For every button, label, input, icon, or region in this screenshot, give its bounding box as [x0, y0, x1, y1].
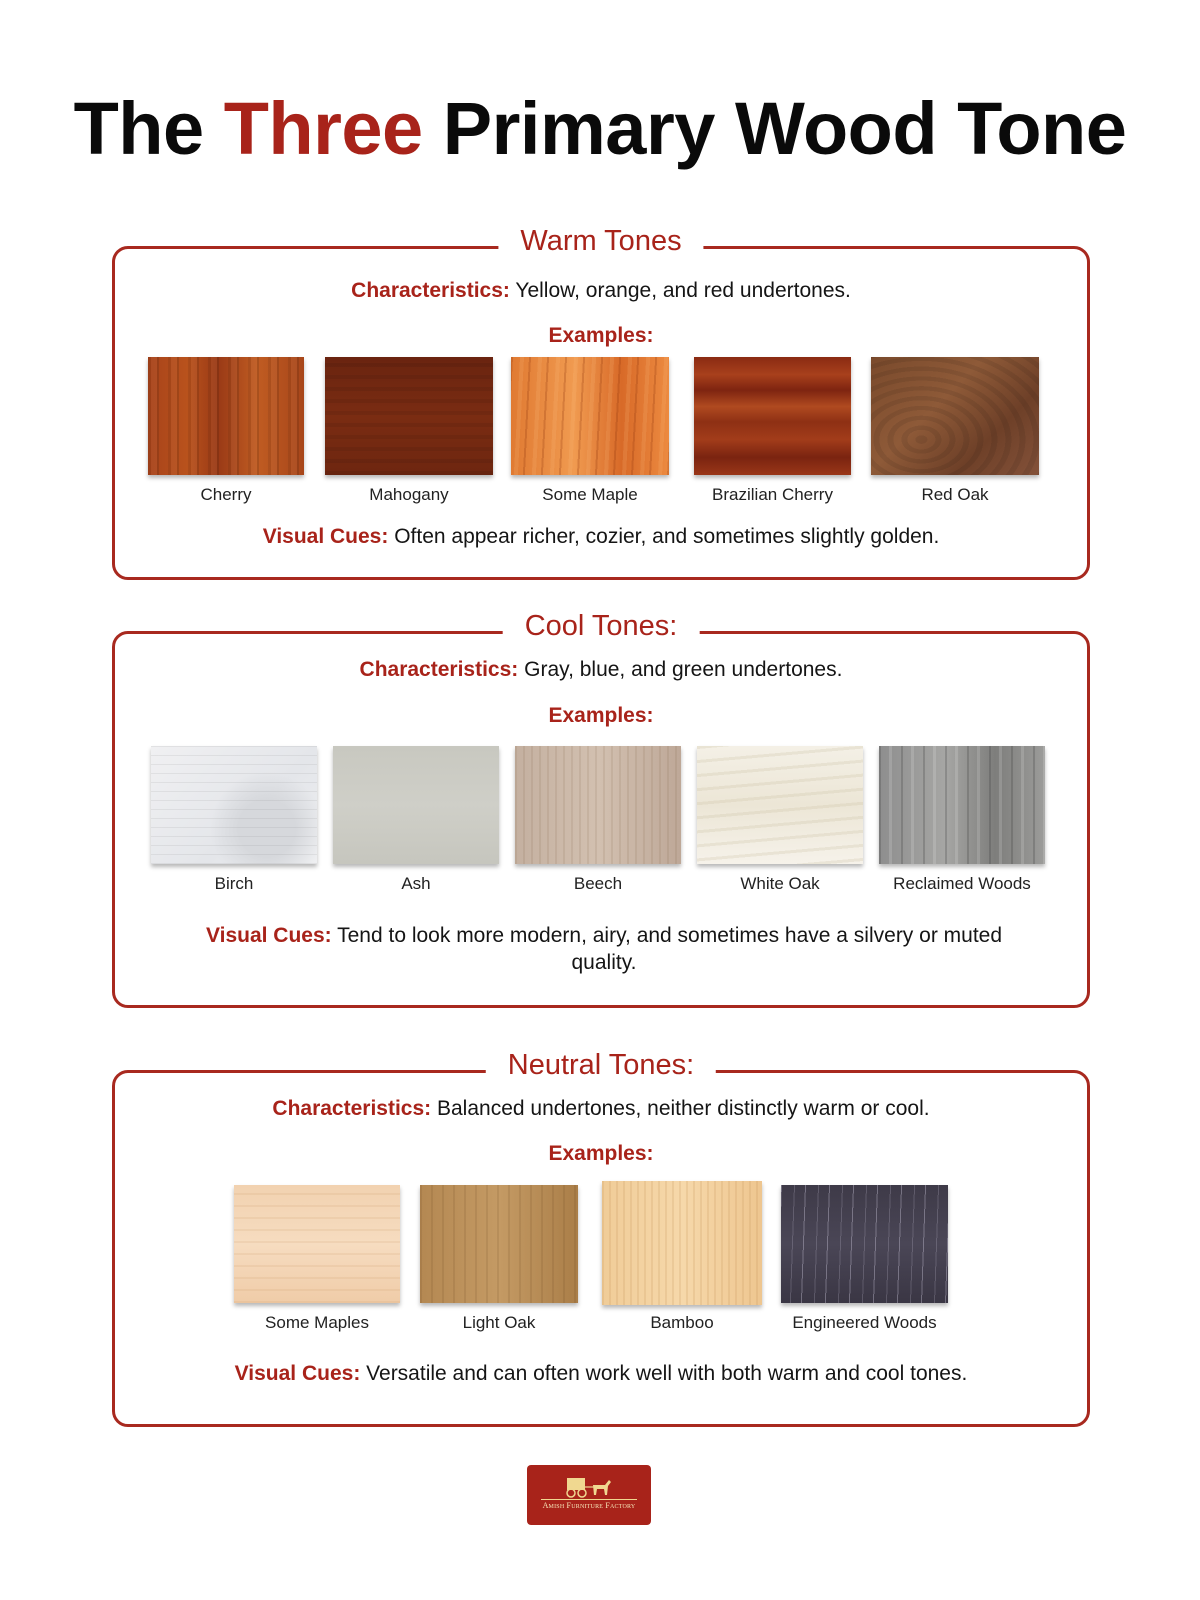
example-caption: Birch [214, 874, 254, 893]
wood-swatch-image [234, 1185, 400, 1303]
characteristics: Characteristics: Yellow, orange, and red undertones. [351, 279, 851, 302]
example-caption: White Oak [740, 874, 820, 893]
cool-tones-section [112, 610, 1090, 1008]
wood-swatch-image [694, 357, 851, 475]
example-caption: Some Maples [265, 1313, 369, 1332]
characteristics: Characteristics: Balanced undertones, neither distinctly warm or cool. [272, 1097, 930, 1120]
example-caption: Engineered Woods [792, 1313, 937, 1332]
example-caption: Red Oak [921, 485, 989, 504]
section-heading: Warm Tones [498, 225, 703, 258]
example-caption: Ash [401, 874, 431, 893]
wood-swatch-image [871, 357, 1039, 475]
example-caption: Bamboo [650, 1313, 714, 1332]
page-title: The Three Primary Wood Tone [73, 87, 1127, 170]
wood-swatch-image [325, 357, 493, 475]
wood-swatch-image [879, 746, 1045, 864]
neutral-tones-section [112, 1049, 1090, 1427]
characteristics: Characteristics: Gray, blue, and green undertones. [359, 658, 843, 681]
logo-divider [541, 1499, 637, 1500]
wood-swatch-image [781, 1185, 948, 1303]
wood-swatch-image [515, 746, 681, 864]
wood-swatch-image [420, 1185, 578, 1303]
example-caption: Some Maple [542, 485, 638, 504]
example-caption: Brazilian Cherry [712, 485, 833, 504]
brand-logo[interactable] [527, 1465, 651, 1525]
example-caption: Reclaimed Woods [893, 874, 1031, 893]
logo-text: Amish Furniture Factory [542, 1501, 636, 1510]
examples-label: Examples: [548, 324, 654, 347]
section-heading: Neutral Tones: [486, 1049, 716, 1082]
example-caption: Mahogany [369, 485, 449, 504]
example-caption: Cherry [200, 485, 252, 504]
wood-swatch-image [697, 746, 863, 864]
horse-buggy-icon-svg [565, 1475, 615, 1499]
wood-swatch-image [511, 357, 669, 475]
wood-swatch-image [151, 746, 317, 864]
wood-swatch-image [148, 357, 304, 475]
example-caption: Light Oak [462, 1313, 536, 1332]
section-heading: Cool Tones: [503, 610, 700, 643]
visual-cues: Visual Cues: Versatile and can often work well with both warm and cool tones. [234, 1362, 968, 1385]
visual-cues: Visual Cues: Tend to look more modern, airy, and sometimes have a silvery or muted quality. [205, 924, 1003, 974]
wood-swatch-image [333, 746, 499, 864]
example-caption: Beech [573, 874, 623, 893]
examples-label: Examples: [548, 704, 654, 727]
title-accent: Three [223, 87, 423, 170]
examples-label: Examples: [548, 1142, 654, 1165]
wood-swatch-image [602, 1181, 762, 1305]
horse-buggy-icon [565, 1475, 615, 1499]
warm-tones-section [112, 225, 1090, 580]
visual-cues: Visual Cues: Often appear richer, cozier, and sometimes slightly golden. [262, 525, 940, 548]
